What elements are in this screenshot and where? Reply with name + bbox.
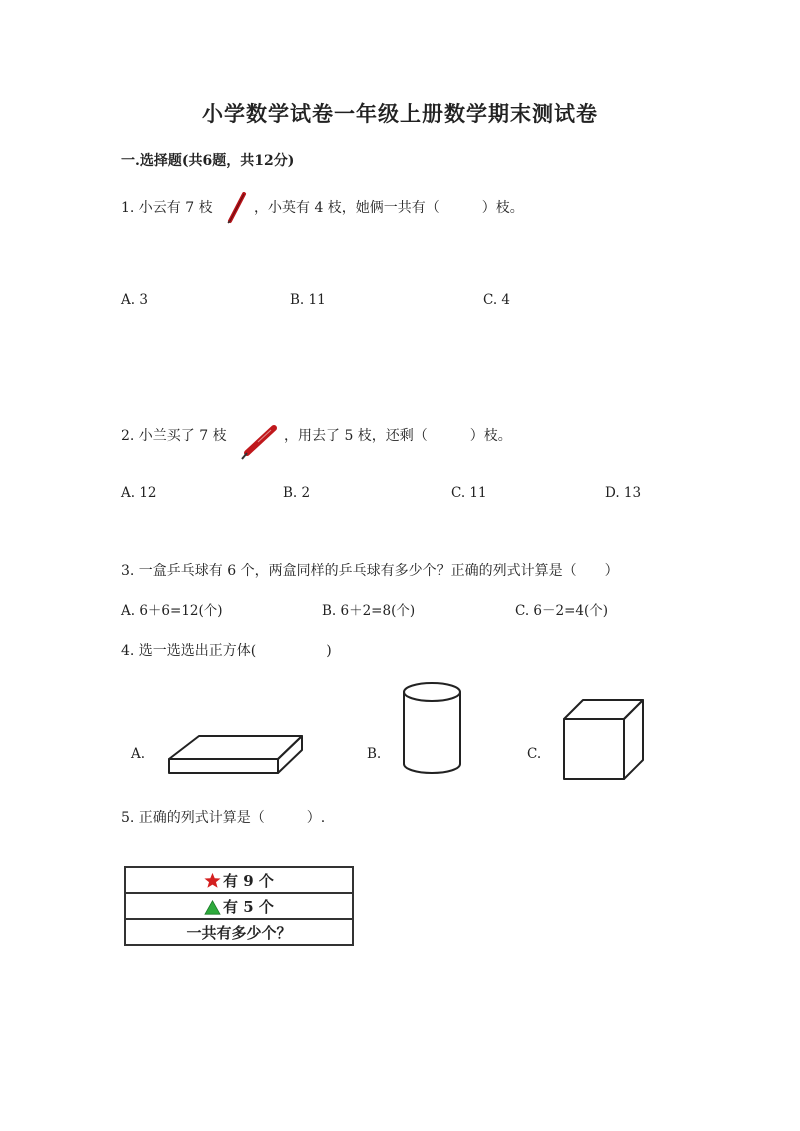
question-5-table: [124, 866, 354, 946]
question-1-option-a[interactable]: A. 3: [121, 292, 148, 308]
question-3-option-a[interactable]: A. 6＋6=12(个): [121, 603, 223, 619]
question-2-option-c[interactable]: C. 11: [451, 485, 487, 501]
question-1-text-after: ，小英有 4 枝，她俩一共有（ ）枝。: [254, 200, 524, 216]
table-cell: [125, 919, 353, 945]
red-pencil-icon: [225, 192, 249, 224]
question-4-option-b[interactable]: B.: [367, 746, 382, 762]
table-row-1-text: 有 9 个: [223, 871, 274, 890]
question-3-text: 3. 一盒乒乓球有 6 个，两盒同样的乒乓球有多少个？正确的列式计算是（ ）: [121, 563, 619, 579]
page-title: 小学数学试卷一年级上册数学期末测试卷: [202, 101, 598, 126]
table-row: [125, 867, 353, 893]
table-row: [125, 893, 353, 919]
table-row-3-text: 一共有多少个？: [186, 923, 292, 942]
question-3-option-c[interactable]: C. 6－2=4(个): [515, 603, 609, 619]
triangle-icon: [204, 900, 221, 915]
question-1-option-c[interactable]: C. 4: [483, 292, 511, 308]
table-row-2-text: 有 5 个: [223, 897, 274, 916]
cube-shape-icon[interactable]: [561, 697, 647, 783]
section-heading: 一.选择题(共6题，共12分): [121, 153, 295, 169]
question-4-option-a[interactable]: A.: [131, 746, 146, 762]
question-4-text: 4. 选一选选出正方体( ): [121, 643, 332, 659]
red-pen-icon: [238, 425, 278, 461]
question-1-option-b[interactable]: B. 11: [290, 292, 326, 308]
question-2-text-before: 2. 小兰买了 7 枝: [121, 428, 227, 444]
table-cell: [125, 893, 353, 919]
question-4-option-c[interactable]: C.: [527, 746, 542, 762]
cuboid-shape-icon[interactable]: [166, 732, 306, 776]
question-2-option-d[interactable]: D. 13: [605, 485, 642, 501]
table-cell: [125, 867, 353, 893]
star-icon: [204, 872, 221, 889]
cylinder-shape-icon[interactable]: [401, 680, 463, 776]
question-5-text: 5. 正确的列式计算是（ ）.: [121, 810, 326, 826]
question-2-option-b[interactable]: B. 2: [283, 485, 311, 501]
question-1-text-before: 1. 小云有 7 枝: [121, 200, 213, 216]
table-row: [125, 919, 353, 945]
question-2-option-a[interactable]: A. 12: [121, 485, 157, 501]
question-3-option-b[interactable]: B. 6＋2=8(个): [322, 603, 416, 619]
question-2-text-after: ，用去了 5 枝，还剩（ ）枝。: [284, 428, 512, 444]
